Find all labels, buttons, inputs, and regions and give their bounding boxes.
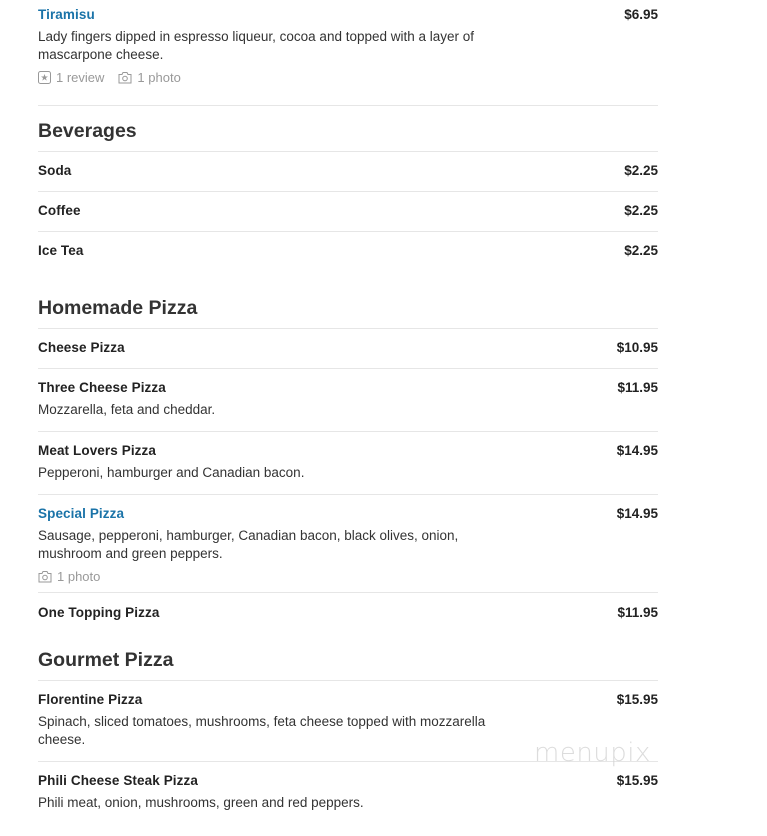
menu-item — [38, 192, 658, 232]
menu-item — [38, 593, 658, 633]
menu-list — [38, 0, 658, 824]
item-price: $14.95 — [616, 506, 658, 521]
item-description: Phili meat, onion, mushrooms, green and red peppers. — [38, 795, 364, 810]
photos-count: 1 photo — [137, 70, 181, 85]
item-price: $10.95 — [616, 340, 658, 355]
item-name: One Topping Pizza — [38, 605, 160, 620]
section-title: Homemade Pizza — [38, 297, 658, 329]
item-description: Pepperoni, hamburger and Canadian bacon. — [38, 465, 305, 480]
item-name: Meat Lovers Pizza — [38, 443, 156, 458]
item-description: Mozzarella, feta and cheddar. — [38, 402, 216, 417]
menu-item — [38, 329, 658, 369]
item-description: Lady fingers dipped in espresso liqueur, cocoa and topped with a layer of mascarpone cheese. — [38, 29, 475, 62]
item-meta — [38, 569, 658, 584]
menu-item-special — [38, 495, 658, 593]
section-gourmet-pizza — [38, 649, 658, 824]
review-star-icon — [38, 71, 51, 84]
item-price: $6.95 — [624, 7, 658, 22]
menu-item — [38, 432, 658, 495]
menu-item — [38, 152, 658, 192]
item-name-link[interactable]: Special Pizza — [38, 506, 125, 521]
item-name: Cheese Pizza — [38, 340, 125, 355]
photos-link[interactable] — [118, 70, 180, 85]
reviews-count: 1 review — [56, 70, 105, 85]
item-price: $2.25 — [624, 243, 658, 258]
menu-item — [38, 762, 658, 824]
item-price: $11.95 — [617, 380, 658, 395]
reviews-link[interactable] — [38, 70, 104, 85]
section-title: Beverages — [38, 120, 658, 152]
item-price: $14.95 — [616, 443, 658, 458]
section-beverages — [38, 120, 658, 271]
item-price: $2.25 — [624, 203, 658, 218]
item-name: Phili Cheese Steak Pizza — [38, 773, 198, 788]
item-name: Florentine Pizza — [38, 692, 143, 707]
item-name: Soda — [38, 163, 72, 178]
camera-icon — [118, 71, 132, 84]
item-name: Coffee — [38, 203, 81, 218]
item-meta — [38, 70, 658, 85]
camera-icon — [38, 570, 52, 583]
photos-link[interactable] — [38, 569, 100, 584]
item-price: $15.95 — [616, 773, 658, 788]
item-price: $2.25 — [624, 163, 658, 178]
item-name: Ice Tea — [38, 243, 84, 258]
item-name: Three Cheese Pizza — [38, 380, 166, 395]
menu-item — [38, 232, 658, 271]
item-name-link[interactable]: Tiramisu — [38, 7, 95, 22]
item-description: Sausage, pepperoni, hamburger, Canadian bacon, black olives, onion, mushroom and green peppers. — [38, 528, 459, 561]
watermark-logo: menupix — [534, 738, 651, 768]
photos-count: 1 photo — [57, 569, 101, 584]
menu-item-tiramisu — [38, 0, 658, 106]
item-price: $11.95 — [617, 605, 658, 620]
section-homemade-pizza — [38, 297, 658, 633]
item-description: Spinach, sliced tomatoes, mushrooms, feta cheese topped with mozzarella cheese. — [38, 714, 486, 747]
section-title: Gourmet Pizza — [38, 649, 658, 681]
menu-item — [38, 369, 658, 432]
item-price: $15.95 — [616, 692, 658, 707]
